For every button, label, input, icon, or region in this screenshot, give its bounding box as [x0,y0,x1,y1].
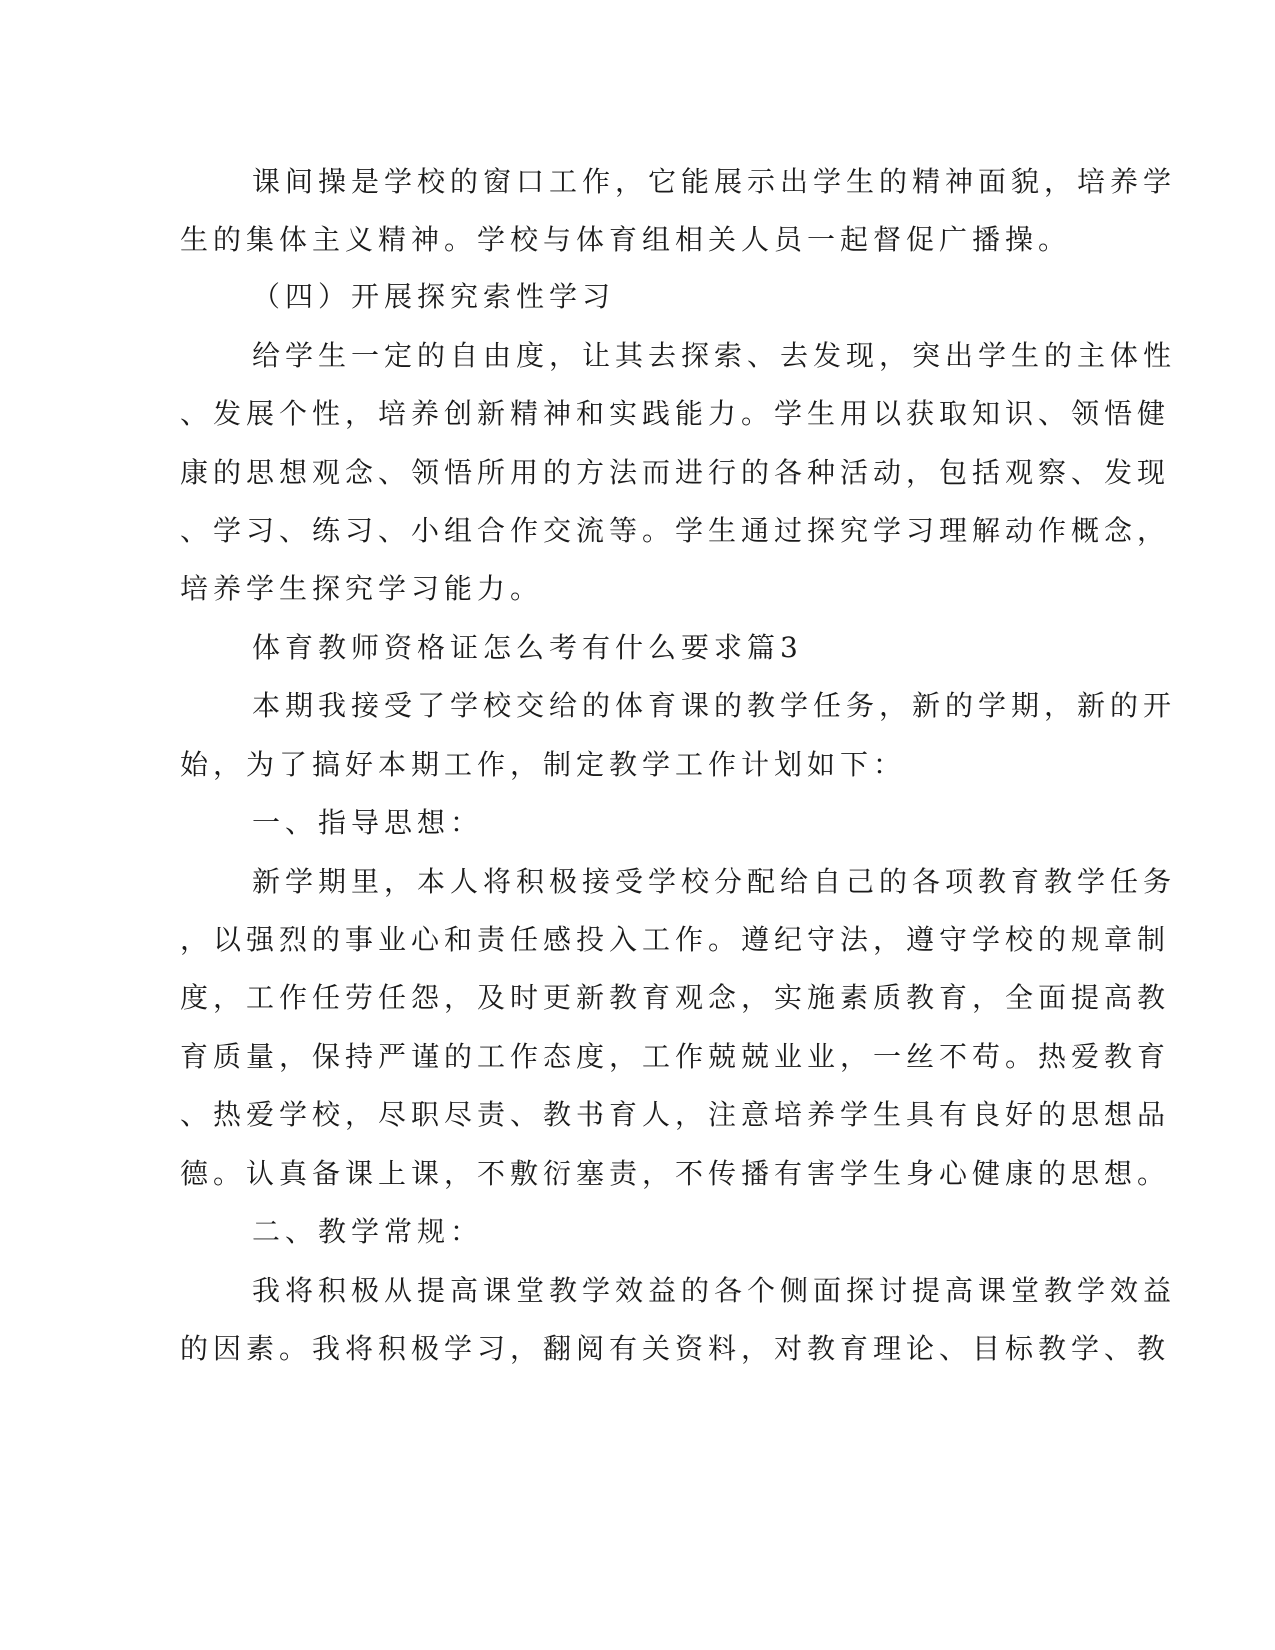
text-line: 始，为了搞好本期工作，制定教学工作计划如下： [180,748,907,781]
text-line: 课间操是学校的窗口工作，它能展示出学生的精神面貌，培养学 [252,165,1177,198]
section-heading: 二、教学常规： [252,1215,484,1248]
section-heading: （四）开展探究索性学习 [252,280,616,313]
text-line: 、学习、练习、小组合作交流等。学生通过探究学习理解动作概念， [180,514,1171,547]
text-line: 的因素。我将积极学习，翻阅有关资料，对教育理论、目标教学、教 [180,1332,1171,1365]
section-heading: 一、指导思想： [252,806,484,839]
text-line: 本期我接受了学校交给的体育课的教学任务，新的学期，新的开 [252,689,1177,722]
text-line: 培养学生探究学习能力。 [180,572,544,605]
text-line: 度，工作任劳任怨，及时更新教育观念，实施素质教育，全面提高教 [180,981,1171,1014]
text-line: 、发展个性，培养创新精神和实践能力。学生用以获取知识、领悟健 [180,397,1171,430]
text-line: 我将积极从提高课堂教学效益的各个侧面探讨提高课堂教学效益 [252,1274,1177,1307]
text-line: 、热爱学校，尽职尽责、教书育人，注意培养学生具有良好的思想品 [180,1098,1171,1131]
text-line: 育质量，保持严谨的工作态度，工作兢兢业业，一丝不苟。热爱教育 [180,1040,1171,1073]
text-line: 生的集体主义精神。学校与体育组相关人员一起督促广播操。 [180,223,1072,256]
article-title: 体育教师资格证怎么考有什么要求篇3 [252,631,803,664]
text-line: 德。认真备课上课，不敷衍塞责，不传播有害学生身心健康的思想。 [180,1157,1171,1190]
text-line: 康的思想观念、领悟所用的方法而进行的各种活动，包括观察、发现 [180,456,1171,489]
text-line: 给学生一定的自由度，让其去探索、去发现，突出学生的主体性 [252,339,1177,372]
text-line: ，以强烈的事业心和责任感投入工作。遵纪守法，遵守学校的规章制 [180,923,1171,956]
text-line: 新学期里，本人将积极接受学校分配给自己的各项教育教学任务 [252,865,1177,898]
